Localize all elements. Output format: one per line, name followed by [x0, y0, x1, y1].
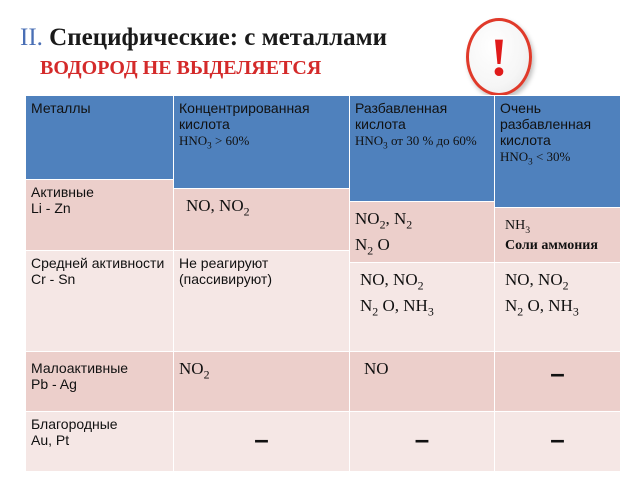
noble-dilute: –	[350, 412, 495, 472]
title-text: Специфические: с металлами	[49, 24, 388, 51]
header-concentrated-formula: $HNO_3 > 60\%$	[179, 133, 250, 151]
header-dilute: Разбавленная кислота $HNO_3$ от 30 % до 60%	[350, 96, 495, 202]
medium-dilute: NO, $NO_2$ $N_2$ O, $NH_3$	[350, 263, 495, 352]
active-very-dilute: $NH_3$ Соли аммония	[495, 208, 621, 263]
medium-very-dilute: NO, $NO_2$ $N_2$ O, $NH_3$	[495, 263, 621, 352]
row-medium-label: Средней активности Cr - Sn	[26, 251, 174, 352]
low-dilute: NO	[350, 352, 495, 412]
header-very-dilute: Очень разбавленная кислота $HNO_3 < 30\%$	[495, 96, 621, 208]
low-concentrated: $NO_2$	[174, 352, 350, 412]
active-dilute: $NO_2$, $N_2$ $N_2$ O	[350, 202, 495, 263]
header-very-dilute-formula: $HNO_3 < 30\%$	[500, 149, 571, 167]
header-dilute-formula: $HNO_3$ от 30 % до 60%	[355, 133, 477, 151]
reaction-table	[25, 95, 621, 472]
medium-concentrated: Не реагируют (пассивируют)	[174, 251, 350, 352]
slide-subtitle: ВОДОРОД НЕ ВЫДЕЛЯЕТСЯ	[40, 57, 322, 79]
row-active-label: Активные Li - Zn	[26, 180, 174, 251]
row-low-label: Малоактивные Pb - Ag	[26, 352, 174, 412]
low-very-dilute: –	[495, 352, 621, 412]
slide-title	[20, 24, 387, 52]
active-concentrated: NO, $NO_2$	[174, 189, 350, 251]
header-concentrated: Концентрированная кислота $HNO_3 > 60\%$	[174, 96, 350, 189]
noble-concentrated: –	[174, 412, 350, 472]
noble-very-dilute: –	[495, 412, 621, 472]
section-number: II.	[20, 24, 43, 51]
exclamation-icon	[466, 18, 532, 96]
row-noble-label: Благородные Au, Pt	[26, 412, 174, 472]
warning-mark: !	[490, 27, 508, 87]
header-metals: Металлы	[26, 96, 174, 180]
